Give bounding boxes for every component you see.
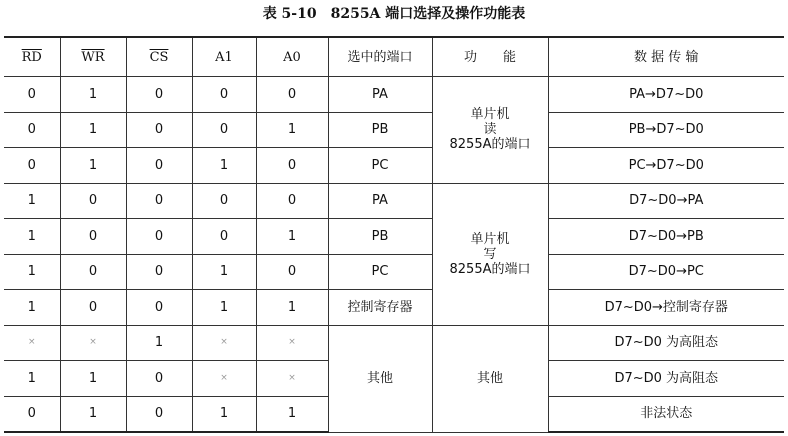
table-row <box>4 183 784 219</box>
cell-cs: 1 <box>126 325 192 361</box>
cell-cs: 0 <box>126 361 192 397</box>
cell-wr: 0 <box>60 183 126 219</box>
cell-a0: 1 <box>256 112 328 148</box>
header-wr: $\overline{WR}$ <box>60 37 126 77</box>
cell-a0: 1 <box>256 396 328 432</box>
cell-port-other: 其他 <box>328 325 432 432</box>
header-rd: $\overline{RD}$ <box>4 37 60 77</box>
cell-rd: 0 <box>4 112 60 148</box>
cell-port: PA <box>328 183 432 219</box>
cell-transfer: D7~D0→控制寄存器 <box>548 290 784 326</box>
cell-a1: 0 <box>192 183 256 219</box>
cell-function-read: 单片机 读 8255A的端口 <box>432 77 548 184</box>
cell-transfer: D7~D0 为高阻态 <box>548 361 784 397</box>
cell-rd: 1 <box>4 361 60 397</box>
table-row <box>4 325 784 361</box>
cell-a1: 1 <box>192 148 256 184</box>
cell-a0: 1 <box>256 219 328 255</box>
header-port: 选中的端口 <box>328 37 432 77</box>
table-row <box>4 290 784 326</box>
cell-transfer: D7~D0 为高阻态 <box>548 325 784 361</box>
cell-a1: 0 <box>192 77 256 113</box>
table-row <box>4 112 784 148</box>
table-row <box>4 254 784 290</box>
table-row <box>4 148 784 184</box>
port-selection-table <box>4 36 784 433</box>
cell-wr: 0 <box>60 254 126 290</box>
cell-port: PB <box>328 112 432 148</box>
cell-cs: 0 <box>126 219 192 255</box>
cell-wr: 1 <box>60 361 126 397</box>
cell-function-write: 单片机 写 8255A的端口 <box>432 183 548 325</box>
header-a1: A1 <box>192 37 256 77</box>
cell-transfer: D7~D0→PB <box>548 219 784 255</box>
cell-rd: 0 <box>4 77 60 113</box>
cell-a0: 0 <box>256 148 328 184</box>
cell-port: PB <box>328 219 432 255</box>
cell-wr: 0 <box>60 219 126 255</box>
cell-rd: 1 <box>4 290 60 326</box>
cell-cs: 0 <box>126 148 192 184</box>
cell-cs: 0 <box>126 396 192 432</box>
cell-function-other: 其他 <box>432 325 548 432</box>
cell-a1: 1 <box>192 290 256 326</box>
cell-a1: 0 <box>192 219 256 255</box>
header-cs: $\overline{CS}$ <box>126 37 192 77</box>
cell-cs: 0 <box>126 112 192 148</box>
table-title: 表 5-10 8255A 端口选择及操作功能表 <box>262 6 526 22</box>
table-row <box>4 77 784 113</box>
cell-a1: 0 <box>192 112 256 148</box>
cell-wr: 1 <box>60 112 126 148</box>
cell-port: PC <box>328 148 432 184</box>
header-function: 功 能 <box>432 37 548 77</box>
table-row <box>4 219 784 255</box>
header-transfer: 数 据 传 输 <box>548 37 784 77</box>
cell-a0: 0 <box>256 254 328 290</box>
cell-cs: 0 <box>126 254 192 290</box>
cell-rd: 0 <box>4 148 60 184</box>
cell-a1: × <box>192 361 256 397</box>
cell-transfer: 非法状态 <box>548 396 784 432</box>
cell-port: 控制寄存器 <box>328 290 432 326</box>
cell-a1: × <box>192 325 256 361</box>
cell-a0: × <box>256 361 328 397</box>
cell-wr: 1 <box>60 148 126 184</box>
cell-wr: × <box>60 325 126 361</box>
header-row <box>4 37 784 77</box>
cell-rd: 0 <box>4 396 60 432</box>
cell-transfer: PB→D7~D0 <box>548 112 784 148</box>
cell-rd: 1 <box>4 254 60 290</box>
cell-a0: 0 <box>256 77 328 113</box>
cell-rd: × <box>4 325 60 361</box>
cell-rd: 1 <box>4 219 60 255</box>
cell-cs: 0 <box>126 290 192 326</box>
cell-transfer: PA→D7~D0 <box>548 77 784 113</box>
cell-transfer: D7~D0→PC <box>548 254 784 290</box>
cell-transfer: PC→D7~D0 <box>548 148 784 184</box>
cell-transfer: D7~D0→PA <box>548 183 784 219</box>
cell-a1: 1 <box>192 254 256 290</box>
cell-wr: 1 <box>60 396 126 432</box>
cell-rd: 1 <box>4 183 60 219</box>
cell-cs: 0 <box>126 77 192 113</box>
cell-cs: 0 <box>126 183 192 219</box>
cell-port: PA <box>328 77 432 113</box>
cell-wr: 0 <box>60 290 126 326</box>
cell-a0: 0 <box>256 183 328 219</box>
cell-a1: 1 <box>192 396 256 432</box>
cell-wr: 1 <box>60 77 126 113</box>
header-a0: A0 <box>256 37 328 77</box>
cell-a0: 1 <box>256 290 328 326</box>
cell-a0: × <box>256 325 328 361</box>
cell-port: PC <box>328 254 432 290</box>
